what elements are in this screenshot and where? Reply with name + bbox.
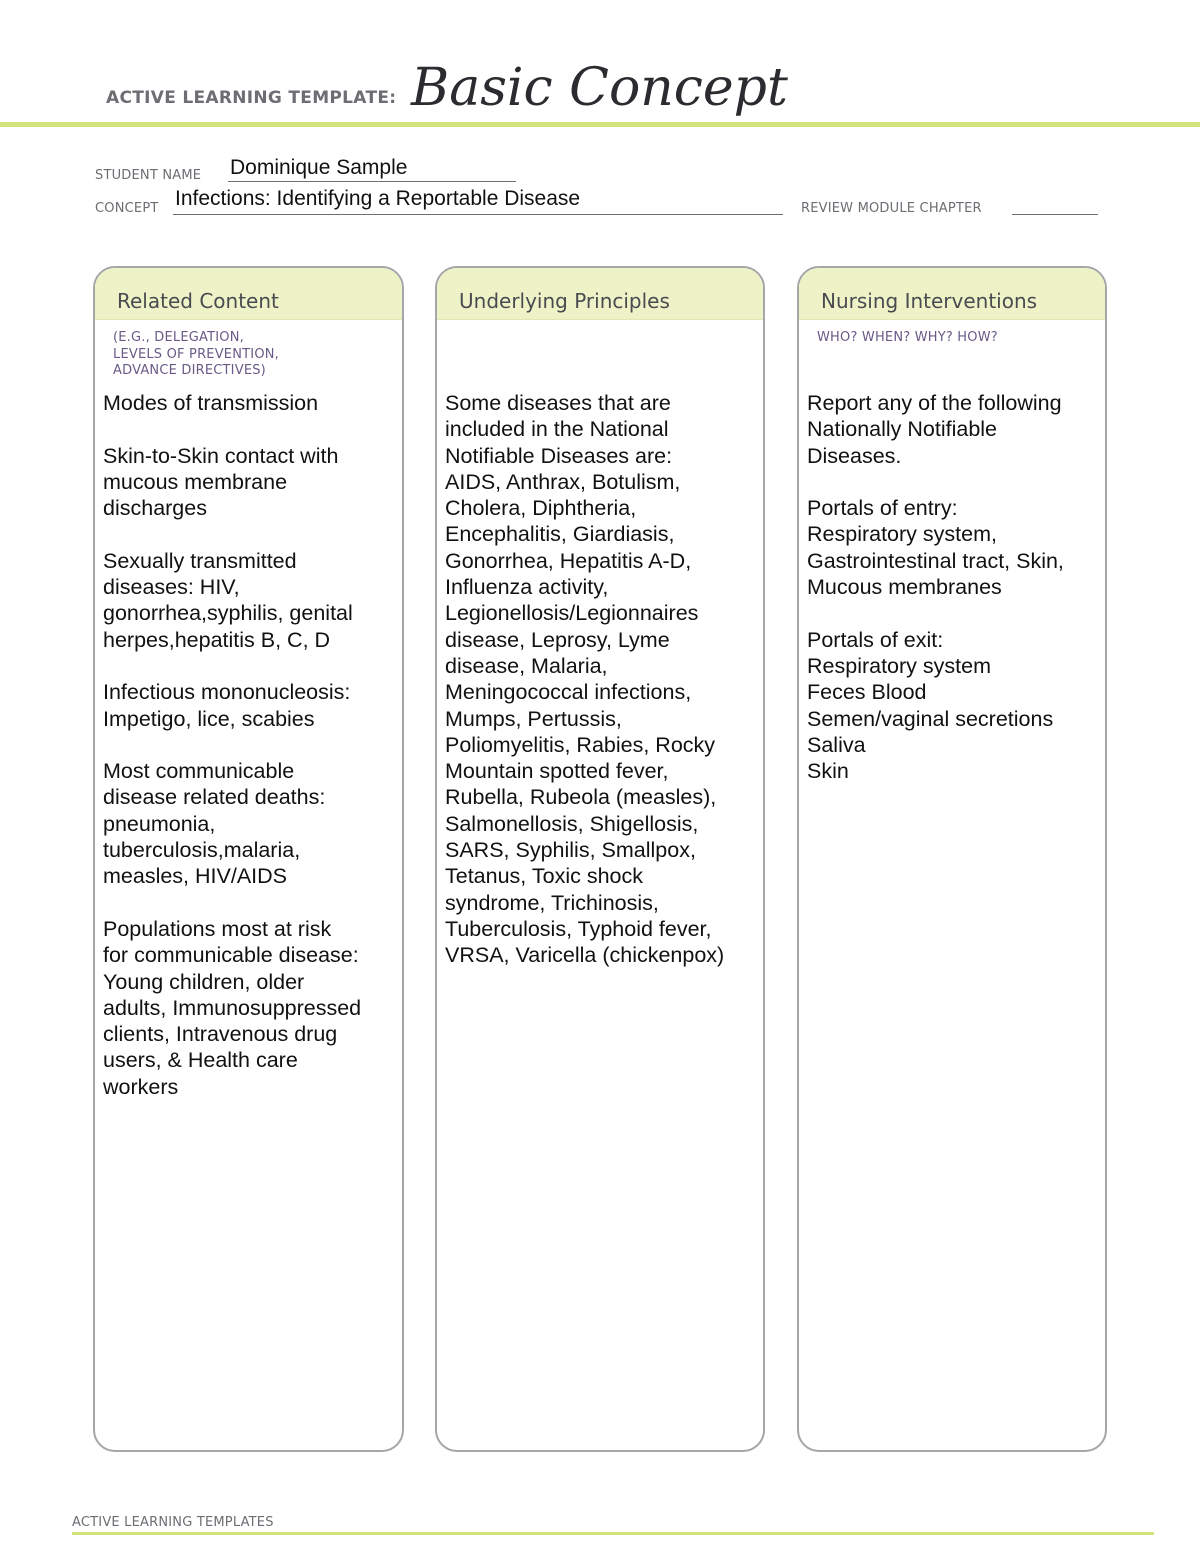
underlying-principles-header (437, 268, 763, 320)
underlying-principles-panel (435, 266, 765, 1452)
nursing-interventions-text[interactable]: Report any of the following Nationally Notifiable Diseases. Portals of entry: Respiratory system, Gastrointestinal tract, Skin, Mucous membranes Portals of exit: Respiratory system Feces Blood Semen/vaginal secretions Saliva Skin (807, 391, 1064, 784)
concept-label: CONCEPT (95, 201, 159, 216)
nursing-interventions-hint: WHO? WHEN? WHY? HOW? (817, 330, 998, 345)
related-content-hint: (E.G., DELEGATION, LEVELS OF PREVENTION, ADVANCE DIRECTIVES) (113, 330, 280, 378)
footer-divider (72, 1532, 1154, 1535)
related-content-header (95, 268, 402, 320)
nursing-interventions-header (799, 268, 1105, 320)
concept-underline (173, 214, 783, 215)
review-module-underline[interactable] (1012, 214, 1098, 215)
header-divider (0, 122, 1200, 127)
underlying-principles-title: Underlying Principles (459, 289, 670, 313)
underlying-principles-text[interactable]: Some diseases that are included in the National Notifiable Diseases are: AIDS, Anthrax, Botulism, Cholera, Diphtheria, Encephalitis, Giardiasis, Gonorrhea, Hepatitis A-D, Influenza activity, Legionellosis/Legionnaires disease, Leprosy, Lyme disease, Malaria, Meningococcal infections, Mumps, Pertussis, Poliomyelitis, Rabies, Rocky Mountain spotted fever, Rubella, Rubeola (measles), Salmonellosis, Shigellosis, SARS, Syphilis, Smallpox, Tetanus, Toxic shock syndrome, Trichinosis, Tuberculosis, Typhoid fever, VRSA, Varicella (chickenpox) (445, 391, 725, 968)
footer-label: ACTIVE LEARNING TEMPLATES (72, 1515, 274, 1530)
concept-value[interactable]: Infections: Identifying a Reportable Disease (175, 187, 581, 210)
concept-field (95, 199, 159, 217)
student-name-label: STUDENT NAME (95, 168, 202, 183)
related-content-panel (93, 266, 404, 1452)
student-name-underline (228, 181, 516, 182)
nursing-interventions-panel (797, 266, 1107, 1452)
student-name-field (95, 166, 201, 184)
related-content-text[interactable]: Modes of transmission Skin-to-Skin contact with mucous membrane discharges Sexually transmitted diseases: HIV, gonorrhea,syphilis, genital herpes,hepatitis B, C, D Infectious mononucleosis: Impetigo, lice, scabies Most communicable disease related deaths: pneumonia, tuberculosis,malaria, measles, HIV/AIDS Populations most at risk for communicable disease: Young children, older adults, Immunosuppressed clients, Intravenous drug users, & Health care workers (103, 391, 362, 1099)
review-module-label: REVIEW MODULE CHAPTER (801, 201, 982, 216)
template-label: ACTIVE LEARNING TEMPLATE: (106, 88, 397, 108)
review-module-field (801, 199, 982, 217)
page-title: Basic Concept (411, 58, 788, 118)
related-content-title: Related Content (117, 289, 279, 313)
nursing-interventions-title: Nursing Interventions (821, 289, 1038, 313)
student-name-value[interactable]: Dominique Sample (230, 156, 408, 179)
